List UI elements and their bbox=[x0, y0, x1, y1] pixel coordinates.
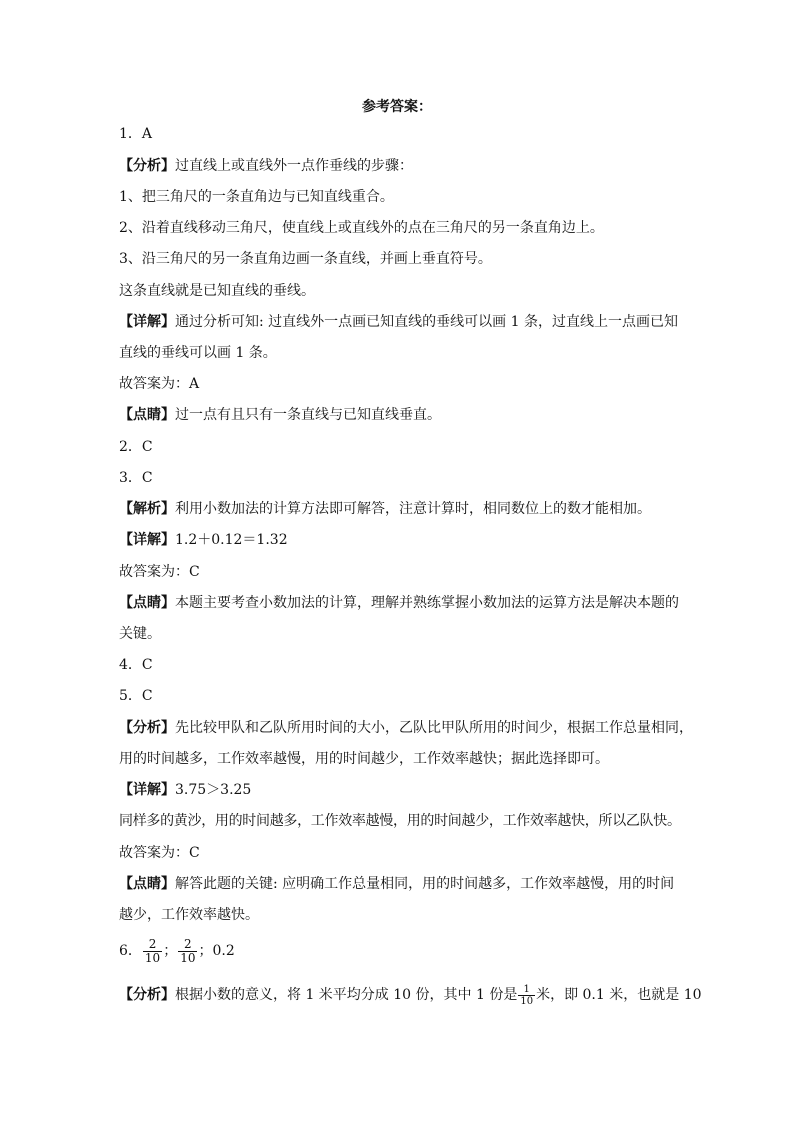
analysis-text: 先比较甲队和乙队所用时间的大小，乙队比甲队所用的时间少，根据工作总量相同， bbox=[175, 720, 693, 736]
comment-text: 过一点有且只有一条直线与已知直线垂直。 bbox=[175, 407, 441, 423]
q3-comment-cont: 关键。 bbox=[119, 626, 161, 642]
fraction-denominator: 10 bbox=[144, 950, 161, 965]
q6-answer-line bbox=[119, 936, 679, 966]
q6-analysis bbox=[119, 980, 702, 1010]
q2-number: 2．C bbox=[119, 439, 153, 455]
comment-tag: 【点睛】 bbox=[119, 595, 175, 611]
q5-analysis bbox=[119, 718, 693, 738]
detail-tag: 【详解】 bbox=[119, 532, 175, 548]
separator: ； bbox=[198, 943, 213, 959]
fraction bbox=[518, 984, 535, 1007]
q1-detail bbox=[119, 312, 679, 332]
fraction bbox=[143, 938, 162, 965]
q6-number: 6． bbox=[119, 943, 142, 959]
comment-tag: 【点睛】 bbox=[119, 407, 175, 423]
separator: ； bbox=[163, 943, 178, 959]
q1-comment bbox=[119, 405, 679, 425]
q1-step3: 3、沿三角尺的另一条直角边画一条直线，并画上垂直符号。 bbox=[119, 251, 492, 267]
detail-text: 3.75＞3.25 bbox=[175, 782, 252, 798]
q1-number: 1．A bbox=[119, 126, 153, 142]
q5-comment-cont: 越少，工作效率越快。 bbox=[119, 907, 259, 923]
fraction-denominator: 10 bbox=[180, 950, 196, 965]
comment-tag: 【点睛】 bbox=[119, 876, 175, 892]
analysis-tag: 【分析】 bbox=[119, 720, 175, 736]
q3-analysis bbox=[119, 499, 679, 519]
fraction-numerator: 2 bbox=[178, 938, 197, 952]
q3-comment bbox=[119, 593, 679, 613]
comment-text: 本题主要考查小数加法的计算，理解并熟练掌握小数加法的运算方法是解决本题的 bbox=[175, 595, 679, 611]
q5-comment bbox=[119, 874, 679, 894]
analysis-tag: 【分析】 bbox=[119, 987, 175, 1003]
q5-detail-cont: 同样多的黄沙，用的时间越多，工作效率越慢，用的时间越少，工作效率越快，所以乙队快。 bbox=[119, 813, 681, 829]
q4-number: 4．C bbox=[119, 657, 153, 673]
fraction bbox=[178, 938, 197, 965]
decimal-value: 0.2 bbox=[212, 943, 235, 959]
q5-answer: 故答案为：C bbox=[119, 845, 200, 861]
q3-number: 3．C bbox=[119, 470, 153, 486]
analysis-tag: 【分析】 bbox=[119, 158, 175, 174]
analysis-text: 根据小数的意义，将 1 米平均分成 10 份，其中 1 份是 bbox=[175, 987, 518, 1003]
q1-step1: 1、把三角尺的一条直角边与已知直线重合。 bbox=[119, 189, 394, 205]
q1-step2: 2、沿着直线移动三角尺，使直线上或直线外的点在三角尺的另一条直角边上。 bbox=[119, 220, 604, 236]
detail-text: 1.2＋0.12＝1.32 bbox=[175, 532, 288, 548]
analysis-text: 过直线上或直线外一点作垂线的步骤： bbox=[175, 158, 413, 174]
analysis-tag: 【解析】 bbox=[119, 501, 175, 517]
fraction-numerator: 2 bbox=[143, 938, 162, 952]
analysis-text-cont: 米，即 0.1 米，也就是 10 bbox=[536, 987, 702, 1003]
q5-analysis-cont: 用的时间越多，工作效率越慢，用的时间越少，工作效率越快；据此选择即可。 bbox=[119, 751, 609, 767]
page-title: 参考答案： bbox=[362, 99, 432, 115]
detail-tag: 【详解】 bbox=[119, 782, 175, 798]
q1-answer: 故答案为：A bbox=[119, 376, 200, 392]
analysis-text: 利用小数加法的计算方法即可解答，注意计算时，相同数位上的数才能相加。 bbox=[175, 501, 651, 517]
q5-number: 5．C bbox=[119, 688, 153, 704]
q1-detail-cont: 直线的垂线可以画 1 条。 bbox=[119, 345, 277, 361]
detail-tag: 【详解】 bbox=[119, 314, 175, 330]
q3-detail bbox=[119, 530, 679, 550]
detail-text: 通过分析可知: 过直线外一点画已知直线的垂线可以画 1 条，过直线上一点画已知 bbox=[175, 314, 678, 330]
fraction-numerator: 1 bbox=[518, 984, 535, 996]
q1-analysis bbox=[119, 156, 679, 176]
fraction-denominator: 10 bbox=[520, 995, 534, 1007]
q1-conclusion: 这条直线就是已知直线的垂线。 bbox=[119, 283, 315, 299]
q3-answer: 故答案为：C bbox=[119, 564, 200, 580]
comment-text: 解答此题的关键: 应明确工作总量相同，用的时间越多，工作效率越慢，用的时间 bbox=[175, 876, 675, 892]
q5-detail bbox=[119, 780, 679, 800]
